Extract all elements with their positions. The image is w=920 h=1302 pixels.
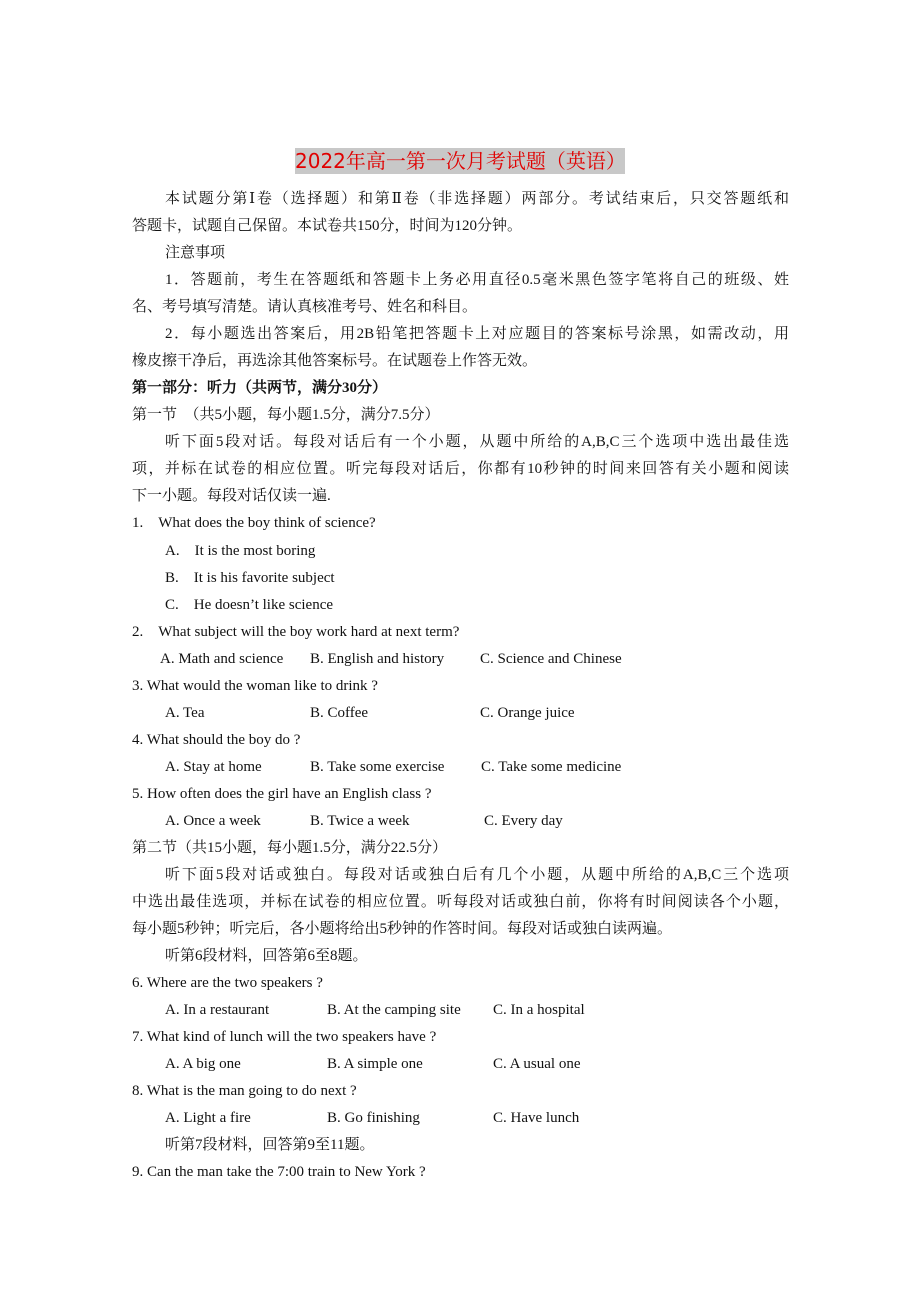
option-c: C. Every day bbox=[484, 813, 563, 829]
notice-line: 橡皮擦干净后，再选涂其他答案标号。在试题卷上作答无效。 bbox=[132, 353, 538, 369]
option-b: B. It is his favorite subject bbox=[165, 570, 335, 586]
instruction-line: 中选出最佳选项，并标在试卷的相应位置。听每段对话或独白前，你将有时间阅读各个小题， bbox=[132, 894, 789, 910]
notice-line: 2．每小题选出答案后，用2B铅笔把答题卡上对应题目的答案标号涂黑，如需改动，用 bbox=[165, 326, 789, 342]
option-b: B. English and history bbox=[310, 651, 445, 667]
material-note: 听第7段材料，回答第9至11题。 bbox=[165, 1137, 375, 1153]
instruction-line: 项，并标在试卷的相应位置。听完每段对话后，你都有10秒钟的时间来回答有关小题和阅读 bbox=[132, 461, 789, 477]
question-stem: 7. What kind of lunch will the two speakers have ? bbox=[132, 1029, 437, 1045]
notice-line: 名、考号填写清楚。请认真核准考号、姓名和科目。 bbox=[132, 299, 478, 315]
option-b: B. Take some exercise bbox=[310, 759, 445, 775]
option-b: B. Coffee bbox=[310, 705, 369, 721]
option-a: A. Tea bbox=[165, 705, 205, 721]
question-stem: 5. How often does the girl have an English class ? bbox=[132, 786, 432, 802]
material-note: 听第6段材料，回答第6至8题。 bbox=[165, 948, 368, 964]
option-c: C. Have lunch bbox=[493, 1110, 580, 1126]
option-a: A. A big one bbox=[165, 1056, 241, 1072]
section-heading: 第一节 （共5小题，每小题1.5分，满分7.5分） bbox=[132, 407, 440, 423]
question-stem: 9. Can the man take the 7:00 train to New York ? bbox=[132, 1164, 426, 1180]
part-heading: 第一部分：听力（共两节，满分30分） bbox=[132, 380, 388, 396]
option-a: A. Light a fire bbox=[165, 1110, 251, 1126]
option-c: C. Science and Chinese bbox=[480, 651, 622, 667]
option-a: A. Once a week bbox=[165, 813, 261, 829]
option-a: A. It is the most boring bbox=[165, 543, 316, 559]
question-stem: 3. What would the woman like to drink ? bbox=[132, 678, 378, 694]
option-a: A. Stay at home bbox=[165, 759, 262, 775]
option-c: C. A usual one bbox=[493, 1056, 581, 1072]
instruction-line: 听下面5段对话或独白。每段对话或独白后有几个小题，从题中所给的A,B,C三个选项 bbox=[165, 867, 789, 883]
option-b: B. Twice a week bbox=[310, 813, 410, 829]
question-stem: 6. Where are the two speakers ? bbox=[132, 975, 323, 991]
question-stem: 8. What is the man going to do next ? bbox=[132, 1083, 357, 1099]
instruction-line: 听下面5段对话。每段对话后有一个小题，从题中所给的A,B,C三个选项中选出最佳选 bbox=[165, 434, 789, 450]
question-stem: 4. What should the boy do ? bbox=[132, 732, 301, 748]
option-c: C. Take some medicine bbox=[481, 759, 622, 775]
instruction-line: 每小题5秒钟；听完后，各小题将给出5秒钟的作答时间。每段对话或独白读两遍。 bbox=[132, 921, 673, 937]
question-stem: 1. What does the boy think of science? bbox=[132, 515, 376, 531]
option-c: C. Orange juice bbox=[480, 705, 575, 721]
option-c: C. In a hospital bbox=[493, 1002, 585, 1018]
option-b: B. Go finishing bbox=[327, 1110, 420, 1126]
option-c: C. He doesn’t like science bbox=[165, 597, 334, 613]
page-title: 2022年高一第一次月考试题（英语） bbox=[295, 149, 626, 173]
notice-heading: 注意事项 bbox=[165, 245, 226, 261]
notice-line: 1．答题前，考生在答题纸和答题卡上务必用直径0.5毫米黑色签字笔将自己的班级、姓 bbox=[165, 272, 789, 288]
option-b: B. At the camping site bbox=[327, 1002, 461, 1018]
section-heading: 第二节（共15小题，每小题1.5分，满分22.5分） bbox=[132, 840, 448, 856]
question-stem: 2. What subject will the boy work hard at next term? bbox=[132, 624, 460, 640]
option-a: A. Math and science bbox=[160, 651, 284, 667]
option-a: A. In a restaurant bbox=[165, 1002, 270, 1018]
instruction-line: 下一小题。每段对话仅读一遍. bbox=[132, 488, 331, 504]
intro-line: 答题卡，试题自己保留。本试卷共150分，时间为120分钟。 bbox=[132, 218, 523, 234]
intro-line: 本试题分第Ⅰ卷（选择题）和第Ⅱ卷（非选择题）两部分。考试结束后，只交答题纸和 bbox=[165, 191, 789, 207]
option-b: B. A simple one bbox=[327, 1056, 423, 1072]
